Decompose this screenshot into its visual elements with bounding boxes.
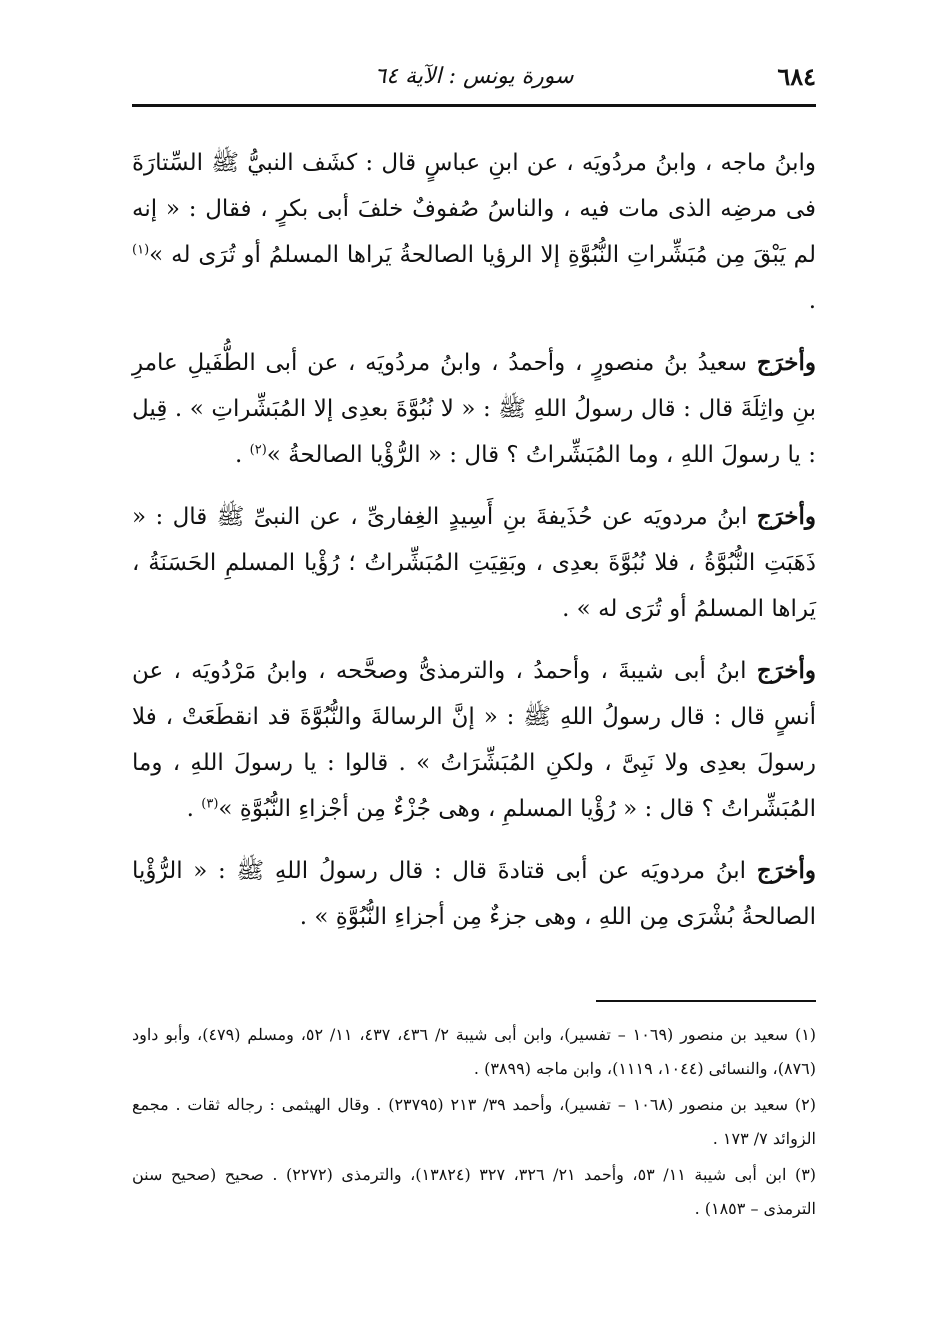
footnote: (١) سعيد بن منصور (١٠٦٩ – تفسير)، وابن أبى شيبة ٢/ ٤٣٦، ٤٣٧، ١١/ ٥٢، ومسلم (٤٧٩)، وأبو داود (٨٧٦)، والنسائى (١٠٤٤، ١١١٩)، وابن ماجه (٣٨٩٩) .	[132, 1025, 817, 1078]
paragraph	[132, 140, 816, 324]
footnote-ref: (٢)	[249, 442, 267, 458]
paragraph-end: .	[808, 288, 816, 314]
footnotes	[132, 1018, 816, 1228]
paragraph-lead: وأخرَج	[756, 349, 816, 376]
paragraph	[132, 848, 816, 940]
page-header	[132, 58, 816, 98]
running-title: سورة يونس : الآية ٦٤	[374, 64, 574, 89]
footnote: (٢) سعيد بن منصور (١٠٦٨ – تفسير)، وأحمد ٣٩/ ٢١٣ (٢٣٧٩٥) . وقال الهيثمى : رجاله ثقات . مجمع الزوائد ٧/ ١٧٣ .	[132, 1095, 817, 1148]
paragraph-text: ابنُ أبى شيبةَ ، وأحمدُ ، والترمذىُّ وصحَّحه ، وابنُ مَرْدُويَه ، عن أنسٍ قال : قال رسولُ اللهِ ﷺ : « إنَّ الرسالةَ والنُّبُوَّةَ قد انقطَعَتْ ، فلا رسولَ بعدِى ولا نَبِىَّ ، ولكنِ المُبَشِّرَاتُ » . قالوا : يا رسولَ اللهِ ، وما المُبَشِّراتُ ؟ قال : « رُؤْيا المسلمِ ، وهى جُزْءٌ مِن أجْزاءِ النُّبُوَّةِ »	[132, 658, 816, 822]
header-rule	[132, 104, 816, 107]
paragraph-text: ابنُ مردويَه عن حُذَيفةَ بنِ أَسِيدٍ الغِفارىِّ ، عن النبىِّ ﷺ قال : « ذَهَبَتِ النُّبُوَّةُ ، فلا نُبُوَّةَ بعدِى ، وبَقِيَتِ المُبَشِّراتُ ؛ رُؤْيا المسلمِ الحَسَنَةُ ، يَراها المسلمُ أو تُرَى له » .	[132, 504, 816, 622]
footnote-ref: (٣)	[201, 796, 219, 812]
paragraph-end: .	[186, 796, 202, 822]
paragraph	[132, 340, 816, 478]
paragraph-lead: وأخرَج	[756, 503, 816, 530]
paragraph-end: .	[235, 442, 250, 468]
footnote-rule	[596, 1000, 816, 1002]
paragraph-text: ابنُ مردويَه عن أبى قتادةَ قال : قال رسولُ اللهِ ﷺ : « الرُّؤْيا الصالحةُ بُشْرَى مِن اللهِ ، وهى جزءٌ مِن أجزاءِ النُّبُوَّةِ » .	[132, 858, 816, 930]
paragraph-lead: وأخرَج	[756, 657, 816, 684]
paragraph-text: وابنُ ماجه ، وابنُ مردُويَه ، عن ابنِ عباسٍ قال : كشَف النبيُّ ﷺ السِّتارَةَ فى مرضِه الذى مات فيه ، والناسُ صُفوفٌ خلفَ أبى بكرٍ ، فقال : « إنه لم يَبْقَ مِن مُبَشِّراتِ النُّبُوَّةِ إلا الرؤيا الصالحةُ يَراها المسلمُ أو تُرَى له »	[132, 150, 816, 268]
paragraph-lead: وأخرَج	[756, 857, 817, 884]
page-number: ٦٨٤	[777, 62, 816, 91]
paragraph	[132, 648, 816, 832]
paragraph-text: سعيدُ بنُ منصورٍ ، وأحمدُ ، وابنُ مردُويَه ، عن أبى الطُّفَيلِ عامرِ بنِ واثِلَةَ قال : قال رسولُ اللهِ ﷺ : « لا نُبُوَّةَ بعدِى إلا المُبَشِّراتِ » . قِيل : يا رسولَ اللهِ ، وما المُبَشِّراتُ ؟ قال : « الرُّؤْيا الصالحةُ »	[132, 350, 816, 468]
footnote: (٣) ابن أبى شيبة ١١/ ٥٣، وأحمد ٢١/ ٣٢٦، ٣٢٧ (١٣٨٢٤)، والترمذى (٢٢٧٢) . صحيح (صحيح سنن الترمذى – ١٨٥٣) .	[132, 1165, 817, 1218]
paragraph	[132, 494, 816, 632]
main-text	[132, 140, 816, 956]
footnote-ref: (١)	[132, 242, 150, 258]
